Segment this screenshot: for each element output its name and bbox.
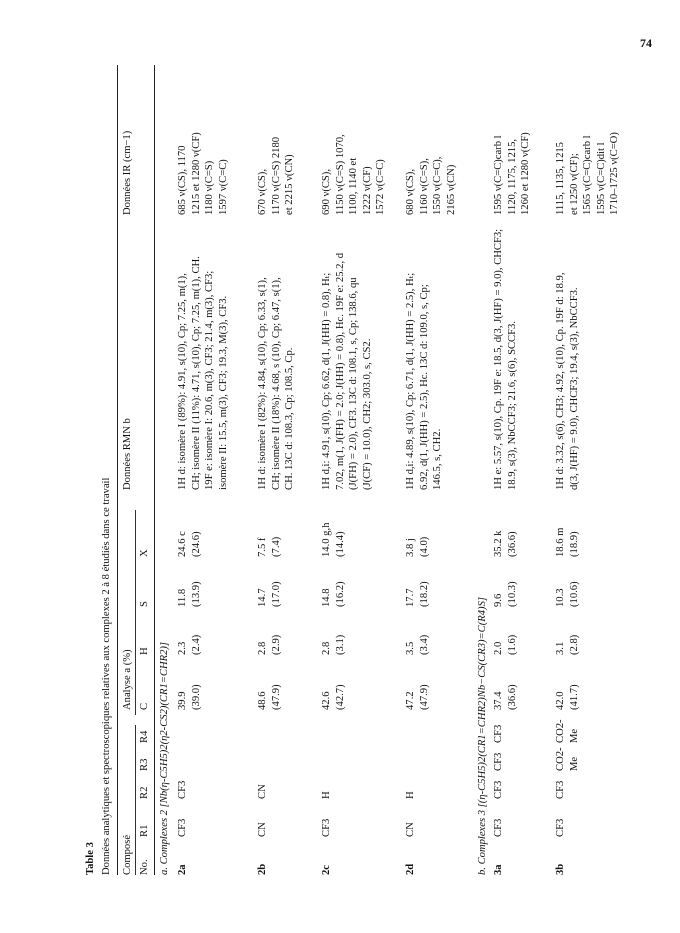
ir-line: 1595 ν(C=C)dit l: [595, 142, 607, 215]
header-nmr: Données RMN b: [122, 418, 133, 490]
col-no: No.: [139, 859, 150, 875]
c-found: 42.0: [555, 691, 566, 710]
col-c: C: [139, 702, 150, 710]
r2-value: H: [405, 791, 416, 799]
c-calc: (41.7): [569, 684, 580, 710]
nmr-line: (J(CF) = 10.0), CH2; 303.0, s, CS2.: [361, 338, 373, 490]
col-x: X: [139, 549, 150, 557]
r2-value: CF3: [177, 780, 188, 799]
x-calc: (14.4): [335, 531, 346, 557]
table-number: Table 3: [85, 842, 96, 875]
s-calc: (13.9): [191, 581, 202, 607]
nmr-line: 1H d: isomère I (82%): 4.84, s(10), Cp; 6.33, s(1),: [257, 277, 268, 490]
nmr-line: CH. 13C d: 108.3, Cp; 108.5, Cp.: [284, 347, 296, 490]
ir-line: 1595 ν(C=C)carb l: [493, 135, 504, 215]
nmr-line: 6.92, d(1, J(HH) = 2.5), Hc. 13C d: 109.0, s, Cp;: [418, 284, 430, 490]
h-found: 2.0: [493, 641, 504, 655]
r1-value: CF3: [321, 818, 332, 837]
section-b-heading: b. Complexes 3 [(η-C5H5)2(CR1=CHR2)Nb−CS(CR3)=C(R4)S]: [477, 597, 488, 875]
ir-line: et 1250 ν(CF);: [568, 153, 580, 215]
r1-value: CF3: [493, 818, 504, 837]
x-calc: (24.6): [191, 531, 202, 557]
r3-value: CO2-Me: [555, 747, 580, 771]
r4-value: CF3: [493, 724, 504, 743]
nmr-line: 1H d,i: 4.89, s(10), Cp; 6.71, d(1, J(HH) = 2.5), Hₜ;: [405, 272, 416, 490]
x-found: 7.5 f: [257, 537, 268, 557]
r3-value: CF3: [493, 752, 504, 771]
c-found: 48.6: [257, 691, 268, 710]
compound-underline: [135, 725, 136, 875]
ir-line: 1222 ν(CF): [361, 166, 373, 215]
r2-value: H: [321, 791, 332, 799]
r2-value: CF3: [493, 780, 504, 799]
c-calc: (47.9): [271, 684, 282, 710]
s-found: 17.7: [405, 588, 416, 607]
s-found: 11.8: [177, 588, 188, 607]
h-found: 2.8: [257, 641, 268, 655]
h-calc: (3.1): [335, 634, 346, 655]
ir-line: 670 ν(CS),: [257, 169, 268, 215]
h-found: 2.3: [177, 641, 188, 655]
ir-data: [256, 137, 297, 215]
col-r1: R1: [139, 824, 150, 837]
table-title: Données analytiques et spectroscopiques relatives aux complexes 2 à 8 étudiés dans ce travail: [101, 477, 112, 875]
r2-value: CF3: [555, 780, 566, 799]
ir-data: [176, 132, 230, 215]
nmr-data: [320, 253, 374, 490]
ir-line: 1565 ν(C=C)carb l: [582, 135, 594, 215]
nmr-line: 7.02, m(1, J(FH) = 2.0; J(HH) = 0.8), Hc. 19F e: 25.2, d: [334, 252, 346, 490]
nmr-line: isomère II: 15.5, m(3), CF3; 19.3, M(3), CF3.: [217, 295, 229, 490]
s-calc: (10.3): [507, 581, 518, 607]
x-found: 18.6 m: [555, 527, 566, 557]
ir-line: 1180 ν(C=S): [204, 160, 216, 215]
ir-line: 1597 ν(C=C): [217, 159, 229, 215]
nmr-data: [256, 277, 297, 490]
ir-line: 1572 ν(C=C): [375, 159, 387, 215]
header-rule: [154, 65, 155, 875]
compound-number: 3a: [493, 864, 504, 875]
x-calc: (7.4): [271, 536, 282, 557]
h-calc: (2.8): [569, 634, 580, 655]
compound-number: 3b: [555, 863, 566, 875]
analysis-underline: [135, 510, 136, 715]
ir-line: 1215 et 1280 ν(CF): [190, 132, 202, 215]
ir-line: 1550 ν(C=C),: [432, 156, 444, 215]
x-found: 14.0 g,h: [321, 522, 332, 557]
ir-line: et 2215 ν(CN): [284, 154, 296, 215]
ir-data: [492, 132, 533, 215]
h-found: 3.5: [405, 641, 416, 655]
ir-line: 1115, 1135, 1215: [555, 142, 566, 215]
c-found: 37.4: [493, 691, 504, 710]
h-calc: (2.4): [191, 634, 202, 655]
h-found: 2.8: [321, 641, 332, 655]
h-calc: (2.9): [271, 634, 282, 655]
ir-data: [320, 134, 388, 215]
nmr-line: (J(FH) = 2.0), CF3. 13C d: 108.1, s, Cp; 138.6, qu: [348, 277, 360, 490]
nmr-line: 1H d: isomère I (89%): 4.91, s(10), Cp; 7.25, m(1),: [177, 273, 188, 490]
section-a-heading: a. Complexes 2 [Nb(η-C5H5)2(η2-CS2)(CR1=CHR2)]: [159, 641, 170, 875]
c-found: 47.2: [405, 691, 416, 710]
c-calc: (36.6): [507, 684, 518, 710]
r1-value: CN: [405, 822, 416, 837]
s-found: 10.3: [555, 588, 566, 607]
h-calc: (3.4): [419, 634, 430, 655]
r1-value: CF3: [555, 818, 566, 837]
nmr-line: d(3, J(HF) = 9.0), CHCF3; 19.4, s(3), NbCCF3.: [568, 287, 580, 490]
s-calc: (17.0): [271, 581, 282, 607]
c-found: 42.6: [321, 691, 332, 710]
ir-line: 680 ν(CS),: [405, 169, 416, 215]
ir-data: [554, 132, 622, 215]
c-calc: (42.7): [335, 684, 346, 710]
ir-line: 1150 ν(C=S) 1070,: [334, 134, 346, 215]
s-calc: (16.2): [335, 581, 346, 607]
ir-line: 1710–1725 ν(C=O): [609, 132, 621, 215]
nmr-data: [404, 273, 445, 490]
ir-line: 1160 ν(C=S),: [418, 158, 430, 215]
header-compound: Composé: [122, 834, 133, 875]
r4-value: CO2-Me: [555, 719, 580, 743]
s-found: 9.6: [493, 593, 504, 607]
r1-value: CF3: [177, 818, 188, 837]
ir-line: 1170 ν(C=S) 2180: [270, 136, 282, 215]
compound-number: 2d: [405, 863, 416, 875]
ir-line: 690 ν(CS),: [321, 169, 332, 215]
nmr-line: 146.5, s, CH2.: [432, 428, 444, 490]
ir-line: 1260 et 1280 ν(CF): [520, 132, 532, 215]
col-r3: R3: [139, 758, 150, 771]
x-calc: (4.0): [419, 536, 430, 557]
c-found: 39.9: [177, 691, 188, 710]
c-calc: (47.9): [419, 684, 430, 710]
top-rule: [117, 65, 118, 875]
ir-line: 685 ν(CS), 1170: [177, 145, 188, 215]
compound-number: 2c: [321, 865, 332, 875]
compound-number: 2a: [177, 864, 188, 875]
header-ir: Données IR (cm−1): [122, 130, 133, 215]
h-found: 3.1: [555, 641, 566, 655]
s-found: 14.8: [321, 588, 332, 607]
ir-line: 2165 ν(CN): [445, 164, 457, 215]
s-calc: (10.6): [569, 581, 580, 607]
compound-number: 2b: [257, 863, 268, 875]
rotated-table: [84, 65, 654, 875]
ir-data: [404, 157, 458, 215]
col-s: S: [139, 601, 150, 607]
x-found: 3.8 j: [405, 538, 416, 557]
page-number: 74: [640, 36, 652, 50]
ir-line: 1100, 1140 et: [348, 157, 360, 215]
header-analysis: Analyse a (%): [122, 649, 133, 710]
s-found: 14.7: [257, 588, 268, 607]
nmr-line: 1H e: 5.57, s(10), Cp. 19F e: 18.5, d(3, J(HF) = 9.0), CHCF3;: [493, 228, 504, 490]
x-found: 35.2 k: [493, 530, 504, 557]
col-r2: R2: [139, 786, 150, 799]
nmr-line: CH; isomère II (11%): 4.71, s(10), Cp; 7.25, m(1), CH.: [190, 256, 202, 490]
nmr-line: 19F e: isomère I: 20.6, m(3), CF3; 21.4, m(3), CF3;: [204, 270, 216, 490]
nmr-data: [554, 273, 581, 490]
nmr-line: CH; isomère II (18%): 4.68, s (10), Cp; 6.47, s(1),: [270, 277, 282, 490]
c-calc: (39.0): [191, 684, 202, 710]
r1-value: CN: [257, 822, 268, 837]
nmr-line: 1H d: 3.32, s(6), CH3; 4.92, s(10), Cp. 19F d: 18.9,: [555, 272, 566, 490]
nmr-line: 18.9, s(3), NbCCF3; 21.6, s(6), SCCF3.: [506, 321, 518, 490]
h-calc: (1.6): [507, 634, 518, 655]
x-calc: (36.6): [507, 531, 518, 557]
col-r4: R4: [139, 730, 150, 743]
nmr-data: [492, 229, 519, 490]
s-calc: (18.2): [419, 581, 430, 607]
r2-value: CN: [257, 784, 268, 799]
nmr-data: [176, 256, 230, 490]
nmr-line: 1H d,i: 4.91, s(10), Cp; 6.62, d(1, J(HH) = 0.8), Hₜ;: [321, 272, 332, 490]
col-h: H: [139, 647, 150, 655]
x-calc: (18.9): [569, 531, 580, 557]
x-found: 24.6 c: [177, 531, 188, 557]
ir-line: 1120, 1175, 1215,: [506, 138, 518, 215]
